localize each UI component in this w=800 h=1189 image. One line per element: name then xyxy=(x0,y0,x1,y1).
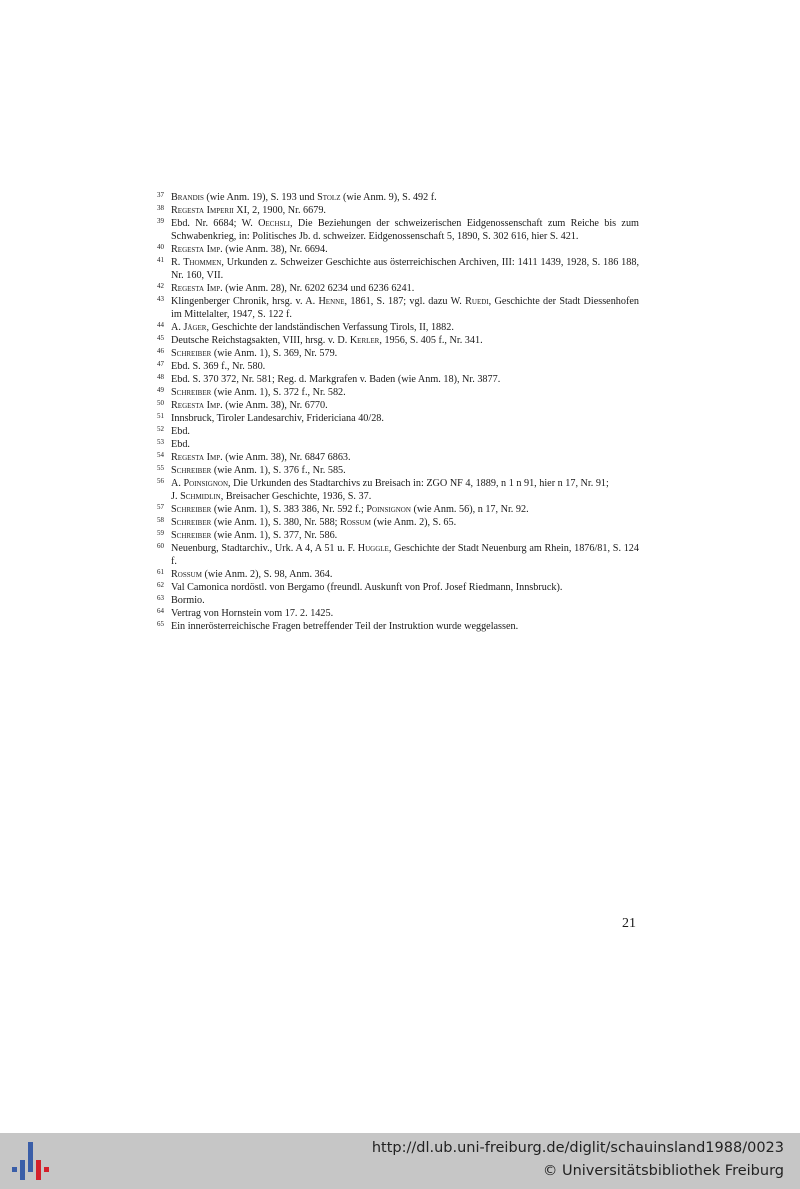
note-text: , 1861, S. 187; vgl. dazu W. xyxy=(344,296,466,307)
note-text: Ebd. xyxy=(171,439,190,450)
note-text: (wie Anm. 2), S. 65. xyxy=(370,517,457,528)
footnote-item xyxy=(157,373,639,386)
footnote-number: 53 xyxy=(157,438,164,446)
footnote-number: 55 xyxy=(157,464,164,472)
footnote-number: 46 xyxy=(157,347,164,355)
footnote-item xyxy=(157,464,639,477)
footnote-number: 64 xyxy=(157,607,164,615)
author-name: Rossum xyxy=(171,569,202,580)
footnote-item xyxy=(157,568,639,581)
library-footer-bar xyxy=(0,1133,800,1189)
author-name: Regesta Imp. xyxy=(171,452,223,463)
footnote-number: 38 xyxy=(157,204,164,212)
author-name: Schreiber xyxy=(171,348,212,359)
footnote-item xyxy=(157,607,639,620)
note-text: Val Camonica nordöstl. von Bergamo (freundl. Auskunft von Prof. Josef Riedmann, Innsbruck). xyxy=(171,582,563,593)
note-text: (wie Anm. 1), S. 380, Nr. 588; xyxy=(211,517,341,528)
note-text: XI, 2, 1900, Nr. 6679. xyxy=(233,205,326,216)
author-name: Schreiber xyxy=(171,465,212,476)
page-number: 21 xyxy=(622,916,636,931)
footnote-number: 57 xyxy=(157,503,164,511)
note-text: A. xyxy=(171,322,184,333)
note-text: , Urkunden z. Schweizer Geschichte aus österreichischen Archiven, III: 1411 1439, 1928, S. 186 188, Nr. 160, VII. xyxy=(171,257,639,281)
footnote-number: 39 xyxy=(157,217,164,225)
note-text: , Die Beziehungen der schweizerischen Eidgenossenschaft zum Reiche bis zum Schwabenkrieg, in: Politisches Jb. d. schweizer. Eidgenossenschaft 5, 1890, S. 302 616, hier S. 421. xyxy=(171,218,639,242)
author-name: Regesta Imperii xyxy=(171,205,234,216)
note-text: Klingenberger Chronik, hrsg. v. A. xyxy=(171,296,319,307)
footnote-number: 61 xyxy=(157,568,164,576)
author-name: Schreiber xyxy=(171,530,212,541)
author-name: Huggle xyxy=(357,543,389,554)
note-text: , Geschichte der landständischen Verfassung Tirols, II, 1882. xyxy=(206,322,454,333)
note-text: A. xyxy=(171,478,184,489)
source-url-link[interactable]: http://dl.ub.uni-freiburg.de/diglit/schauinsland1988/0023 xyxy=(371,1140,784,1156)
note-text: Bormio. xyxy=(171,595,205,606)
note-text: , Geschichte der Stadt Diessenhofen im Mittelalter, 1947, S. 122 f. xyxy=(171,296,639,320)
footnote-number: 59 xyxy=(157,529,164,537)
note-text: (wie Anm. 19), S. 193 und xyxy=(203,192,318,203)
note-text: (wie Anm. 1), S. 372 f., Nr. 582. xyxy=(211,387,346,398)
author-name: Regesta Imp. xyxy=(171,283,223,294)
footnote-number: 41 xyxy=(157,256,164,264)
note-text: (wie Anm. 38), Nr. 6694. xyxy=(222,244,328,255)
ub-freiburg-logo-icon xyxy=(12,1142,52,1180)
footnote-item xyxy=(157,204,639,217)
footnote-number: 65 xyxy=(157,620,164,628)
footnote-item xyxy=(157,594,639,607)
note-text: Ebd. xyxy=(171,426,190,437)
note-text: , 1956, S. 405 f., Nr. 341. xyxy=(379,335,483,346)
footnote-item xyxy=(157,256,639,282)
footnote-item xyxy=(157,542,639,568)
author-name: Ruedi xyxy=(465,296,489,307)
footnote-number: 50 xyxy=(157,399,164,407)
author-name: Poinsignon xyxy=(183,478,229,489)
footnote-number: 40 xyxy=(157,243,164,251)
copyright-notice: © Universitätsbibliothek Freiburg xyxy=(542,1163,784,1179)
footnote-item xyxy=(157,516,639,529)
note-text: (wie Anm. 1), S. 377, Nr. 586. xyxy=(211,530,338,541)
author-name: Schreiber xyxy=(171,517,212,528)
footnote-item xyxy=(157,425,639,438)
footnote-item xyxy=(157,334,639,347)
author-name: Schmidlin xyxy=(180,491,221,502)
note-text: (wie Anm. 28), Nr. 6202 6234 und 6236 6241. xyxy=(222,283,415,294)
footnote-number: 58 xyxy=(157,516,164,524)
note-text: J. xyxy=(171,491,181,502)
footnote-item xyxy=(157,282,639,295)
footnote-number: 62 xyxy=(157,581,164,589)
footnote-item xyxy=(157,360,639,373)
note-text: (wie Anm. 56), n 17, Nr. 92. xyxy=(410,504,529,515)
note-text: (wie Anm. 1), S. 376 f., Nr. 585. xyxy=(211,465,346,476)
note-text: (wie Anm. 2), S. 98, Anm. 364. xyxy=(201,569,333,580)
author-name: Brandis xyxy=(171,192,204,203)
footnotes-list xyxy=(157,191,639,633)
footnote-number: 43 xyxy=(157,295,164,303)
footnote-continuation xyxy=(171,490,639,503)
author-name: Jäger xyxy=(183,322,207,333)
note-text: (wie Anm. 38), Nr. 6847 6863. xyxy=(222,452,351,463)
footnote-number: 44 xyxy=(157,321,164,329)
footnote-number: 48 xyxy=(157,373,164,381)
footnote-item xyxy=(157,347,639,360)
note-text: Innsbruck, Tiroler Landesarchiv, Fridericiana 40/28. xyxy=(171,413,384,424)
author-name: Oechsli xyxy=(258,218,290,229)
footnote-number: 47 xyxy=(157,360,164,368)
note-text: , Die Urkunden des Stadtarchivs zu Breisach in: ZGO NF 4, 1889, n 1 n 91, hier n 17, Nr. 91; xyxy=(228,478,609,489)
note-text: Deutsche Reichstagsakten, VIII, hrsg. v. D. xyxy=(171,335,350,346)
footnote-number: 51 xyxy=(157,412,164,420)
footnote-item xyxy=(157,503,639,516)
author-name: Rossum xyxy=(340,517,371,528)
footnote-number: 63 xyxy=(157,594,164,602)
footnote-number: 45 xyxy=(157,334,164,342)
author-name: Kerler xyxy=(349,335,380,346)
note-text: , Geschichte der Stadt Neuenburg am Rhein, 1876/81, S. 124 f. xyxy=(171,543,639,567)
footnote-item xyxy=(157,438,639,451)
footnote-number: 37 xyxy=(157,191,164,199)
note-text: Ebd. Nr. 6684; W. xyxy=(171,218,259,229)
footnote-item xyxy=(157,217,639,243)
author-name: Regesta Imp. xyxy=(171,244,223,255)
note-text: , Breisacher Geschichte, 1936, S. 37. xyxy=(220,491,372,502)
author-name: Poinsignon xyxy=(366,504,411,515)
footnote-number: 52 xyxy=(157,425,164,433)
note-text: (wie Anm. 38), Nr. 6770. xyxy=(222,400,328,411)
note-text: (wie Anm. 9), S. 492 f. xyxy=(340,192,437,203)
note-text: Neuenburg, Stadtarchiv., Urk. A 4, A 51 u. F. xyxy=(171,543,358,554)
author-name: Thommen xyxy=(183,257,222,268)
note-text: Ein innerösterreichische Fragen betreffender Teil der Instruktion wurde weggelassen. xyxy=(171,621,519,632)
author-name: Regesta Imp. xyxy=(171,400,223,411)
note-text: Ebd. S. 370 372, Nr. 581; Reg. d. Markgrafen v. Baden (wie Anm. 18), Nr. 3877. xyxy=(171,374,501,385)
footnote-item xyxy=(157,412,639,425)
note-text: Vertrag von Hornstein vom 17. 2. 1425. xyxy=(171,608,334,619)
footnote-item xyxy=(157,529,639,542)
footnote-item xyxy=(157,295,639,321)
note-text: Ebd. S. 369 f., Nr. 580. xyxy=(171,361,266,372)
author-name: Henne xyxy=(318,296,345,307)
footnote-number: 60 xyxy=(157,542,164,550)
footnote-number: 49 xyxy=(157,386,164,394)
note-text: (wie Anm. 1), S. 369, Nr. 579. xyxy=(211,348,338,359)
note-text: (wie Anm. 1), S. 383 386, Nr. 592 f.; xyxy=(211,504,367,515)
footnote-item xyxy=(157,386,639,399)
author-name: Stolz xyxy=(317,192,341,203)
footnote-item xyxy=(157,581,639,594)
footnote-item xyxy=(157,191,639,204)
footnote-number: 56 xyxy=(157,477,164,485)
author-name: Schreiber xyxy=(171,387,212,398)
footnote-number: 54 xyxy=(157,451,164,459)
note-text: R. xyxy=(171,257,184,268)
footnote-item xyxy=(157,243,639,256)
footnote-item xyxy=(157,451,639,464)
footnote-item xyxy=(157,477,639,503)
footnote-item xyxy=(157,399,639,412)
footnote-item xyxy=(157,321,639,334)
footnote-item xyxy=(157,620,639,633)
author-name: Schreiber xyxy=(171,504,212,515)
footnote-number: 42 xyxy=(157,282,164,290)
